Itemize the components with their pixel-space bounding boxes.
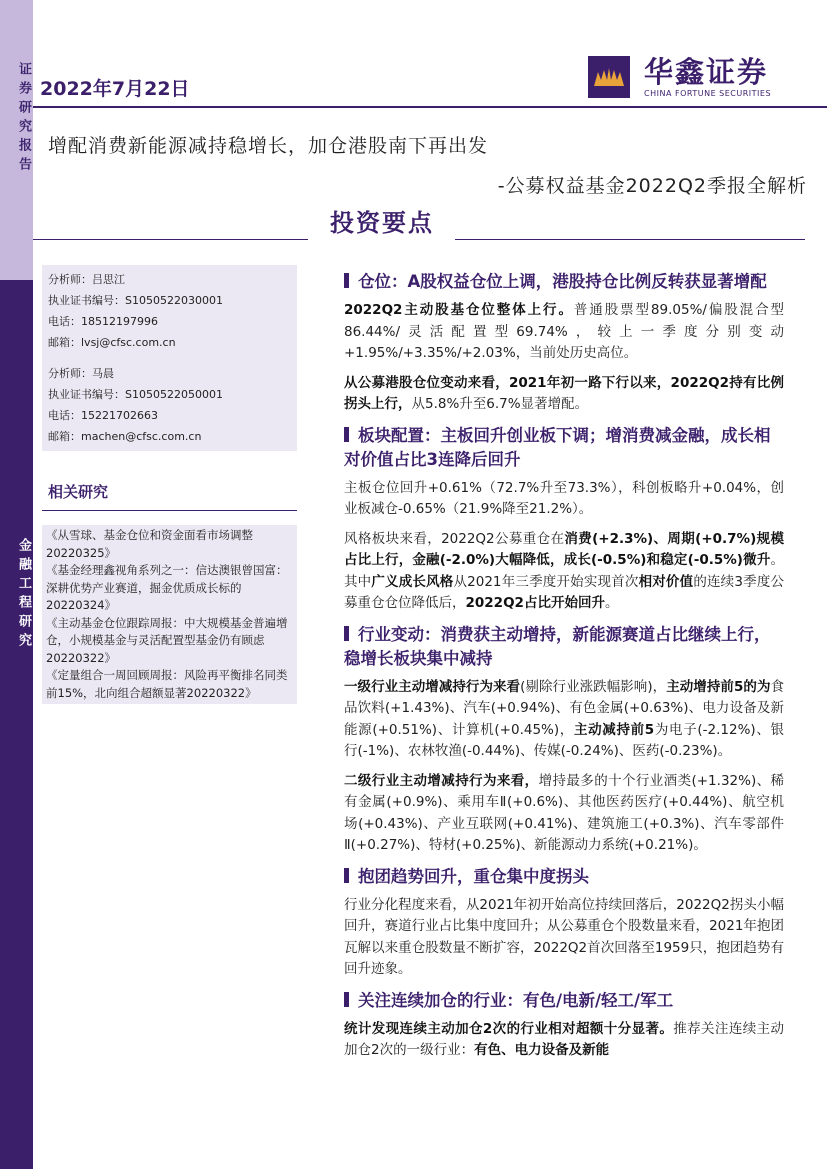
section-marker-icon xyxy=(344,868,349,883)
related-research-item[interactable]: 《基金经理鑫视角系列之一：信达澳银曾国富：深耕优势产业赛道，掘金优质成长标的20220324》 xyxy=(46,563,288,612)
section-marker-icon xyxy=(344,273,349,288)
paragraph: 风格板块来看，2022Q2公募重仓在消费(+2.3%)、周期(+0.7%)规模占比上行，金融(-2.0%)大幅降低，成长(-0.5%)和稳定(-0.5%)微升。其中广义成长风格从2021年三季度开始实现首次相对价值的连续3季度公募重仓仓位降低后，2022Q2占比开始回升。 xyxy=(344,530,785,611)
section-heading: 关注连续加仓的行业：有色/电新/轻工/军工 xyxy=(344,989,784,1013)
analyst-email: 邮箱：machen@cfsc.com.cn xyxy=(48,430,202,443)
analyst-cert: 执业证书编号：S1050522050001 xyxy=(48,388,223,401)
left-column xyxy=(42,265,297,704)
company-logo xyxy=(588,56,771,98)
section-heading: 仓位：A股权益仓位上调，港股持仓比例反转获显著增配 xyxy=(344,270,784,294)
paragraph: 一级行业主动增减持行为来看(剔除行业涨跌幅影响)，主动增持前5的为食品饮料(+1.43%)、汽车(+0.94%)、有色金属(+0.63%)、电力设备及新能源(+0.51%)、计算机(+0.45%)，主动减持前5为电子(-2.12%)、银行(-1%)、农林牧渔(-0.44%)、传媒(-0.24%)、医药(-0.23%)。 xyxy=(344,678,784,759)
section-marker-icon xyxy=(344,626,349,641)
analyst-name: 分析师：马晨 xyxy=(48,367,114,380)
paragraph: 主板仓位回升+0.61%（72.7%升至73.3%），科创板略升+0.04%，创业板减仓-0.65%（21.9%降至21.2%）。 xyxy=(344,479,784,517)
sidebar-report-type: 证券研究报告 xyxy=(16,62,31,176)
related-research-item[interactable]: 《从雪球、基金仓位和资金面看市场调整20220325》 xyxy=(46,528,253,560)
sidebar-category: 金融工程研究 xyxy=(16,538,31,652)
header-divider xyxy=(33,106,827,108)
report-title: 增配消费新能源减持稳增长，加仓港股南下再出发 xyxy=(48,135,489,157)
analyst-phone: 电话：15221702663 xyxy=(48,409,158,422)
analyst-cert: 执业证书编号：S1050522030001 xyxy=(48,294,223,307)
report-date: 2022年7月22日 xyxy=(40,78,190,100)
analyst-phone: 电话：18512197996 xyxy=(48,315,158,328)
related-research-item[interactable]: 《主动基金仓位跟踪周报：中大规模基金普遍增仓，小规模基金与灵活配置型基金仍有顾虑20220322》 xyxy=(46,615,288,665)
section-heading: 抱团趋势回升，重仓集中度拐头 xyxy=(344,865,784,889)
related-research-item[interactable]: 《定量组合一周回顾周报：风险再平衡排名同类前15%，北向组合超额显著20220322》 xyxy=(46,668,288,700)
section-heading: 行业变动：消费获主动增持，新能源赛道占比继续上行，稳增长板块集中减持 xyxy=(344,624,771,668)
section-marker-icon xyxy=(344,427,349,442)
section-heading: 板块配置：主板回升创业板下调；增消费减金融，成长相对价值占比3连降后回升 xyxy=(344,425,771,469)
related-research-title: 相关研究 xyxy=(48,483,109,501)
paragraph: 行业分化程度来看，从2021年初开始高位持续回落后，2022Q2拐头小幅回升，赛道行业占比集中度回升；从公募重仓个股数量来看，2021年抱团瓦解以来重仓股数量不断扩容，2022Q2首次回落至1959只，抱团趋势有回升迹象。 xyxy=(344,896,784,977)
analyst-email: 邮箱：lvsj@cfsc.com.cn xyxy=(48,336,176,349)
related-research-divider xyxy=(42,510,297,511)
analyst-name: 分析师：吕思江 xyxy=(48,273,125,286)
main-content xyxy=(344,270,784,1070)
logo-chinese-name: 华鑫证券 xyxy=(644,54,769,89)
key-points-heading: 投资要点 xyxy=(330,209,434,237)
analyst-info xyxy=(42,265,297,451)
logo-emblem-icon xyxy=(588,56,630,98)
key-points-rule-right xyxy=(455,239,805,240)
related-research-list xyxy=(42,525,297,704)
sidebar-bottom xyxy=(0,280,33,1169)
paragraph: 二级行业主动增减持行为来看，增持最多的十个行业酒类(+1.32%)、稀有金属(+0.9%)、乘用车Ⅱ(+0.6%)、其他医药医疗(+0.44%)、航空机场(+0.43%)、产业互联网(+0.41%)、建筑施工(+0.3%)、汽车零部件Ⅱ(+0.27%)、特材(+0.25%)、新能源动力系统(+0.21%)。 xyxy=(344,772,785,853)
key-points-rule-left xyxy=(33,239,308,240)
report-subtitle: -公募权益基金2022Q2季报全解析 xyxy=(497,175,807,197)
logo-english-name: CHINA FORTUNE SECURITIES xyxy=(644,88,772,98)
paragraph: 从公募港股仓位变动来看，2021年初一路下行以来，2022Q2持有比例拐头上行，从5.8%升至6.7%显著增配。 xyxy=(344,374,784,412)
paragraph: 统计发现连续主动加仓2次的行业相对超额十分显著。推荐关注连续主动加仓2次的一级行业：有色、电力设备及新能 xyxy=(344,1020,784,1058)
paragraph: 2022Q2主动股基仓位整体上行。普通股票型89.05%/偏股混合型86.44%/灵活配置型69.74%，较上一季度分别变动+1.95%/+3.35%/+2.03%，当前处历史高位。 xyxy=(344,302,784,361)
section-marker-icon xyxy=(344,992,349,1007)
